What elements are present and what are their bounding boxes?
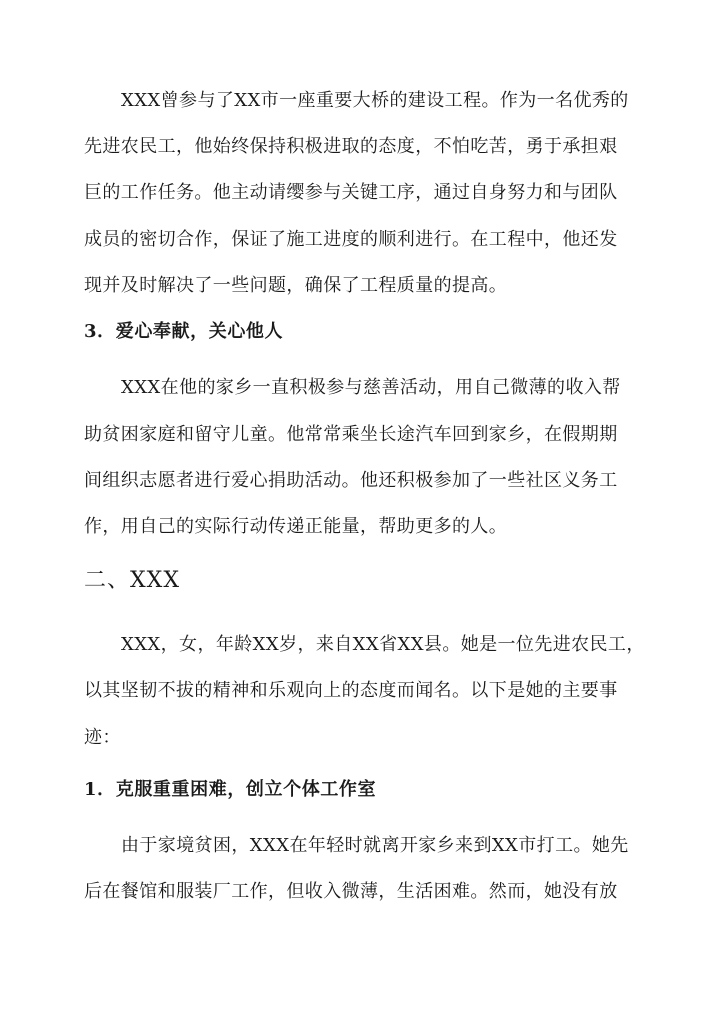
- paragraph-line: 现并及时解决了一些问题，确保了工程质量的提高。: [84, 275, 508, 296]
- paragraph-line: 作，用自己的实际行动传递正能量，帮助更多的人。: [84, 516, 508, 537]
- paragraph-line: 间组织志愿者进行爱心捐助活动。他还积极参加了一些社区义务工: [84, 470, 618, 491]
- paragraph-line: 助贫困家庭和留守儿童。他常常乘坐长途汽车回到家乡，在假期期: [84, 424, 618, 445]
- subheading: 1．克服重重困难，创立个体工作室: [84, 779, 377, 800]
- paragraph-line: 先进农民工，他始终保持积极进取的态度，不怕吃苦，勇于承担艰: [84, 136, 618, 157]
- paragraph-line: XXX曾参与了XX市一座重要大桥的建设工程。作为一名优秀的: [121, 90, 629, 111]
- paragraph-line: 迹：: [84, 727, 121, 748]
- subheading: 3．爱心奉献，关心他人: [84, 321, 284, 342]
- paragraph-line: 后在餐馆和服装厂工作，但收入微薄，生活困难。然而，她没有放: [84, 881, 618, 902]
- paragraph-line: 由于家境贫困，XXX在年轻时就离开家乡来到XX市打工。她先: [121, 835, 629, 856]
- paragraph-line: XXX，女，年龄XX岁，来自XX省XX县。她是一位先进农民工，: [121, 634, 645, 655]
- paragraph-line: 巨的工作任务。他主动请缨参与关键工序，通过自身努力和与团队: [84, 182, 618, 203]
- section-heading: 二、XXX: [84, 568, 180, 593]
- paragraph-line: 以其坚韧不拔的精神和乐观向上的态度而闻名。以下是她的主要事: [84, 680, 618, 701]
- paragraph-line: 成员的密切合作，保证了施工进度的顺利进行。在工程中，他还发: [84, 229, 618, 250]
- paragraph-line: XXX在他的家乡一直积极参与慈善活动，用自己微薄的收入帮: [121, 377, 621, 398]
